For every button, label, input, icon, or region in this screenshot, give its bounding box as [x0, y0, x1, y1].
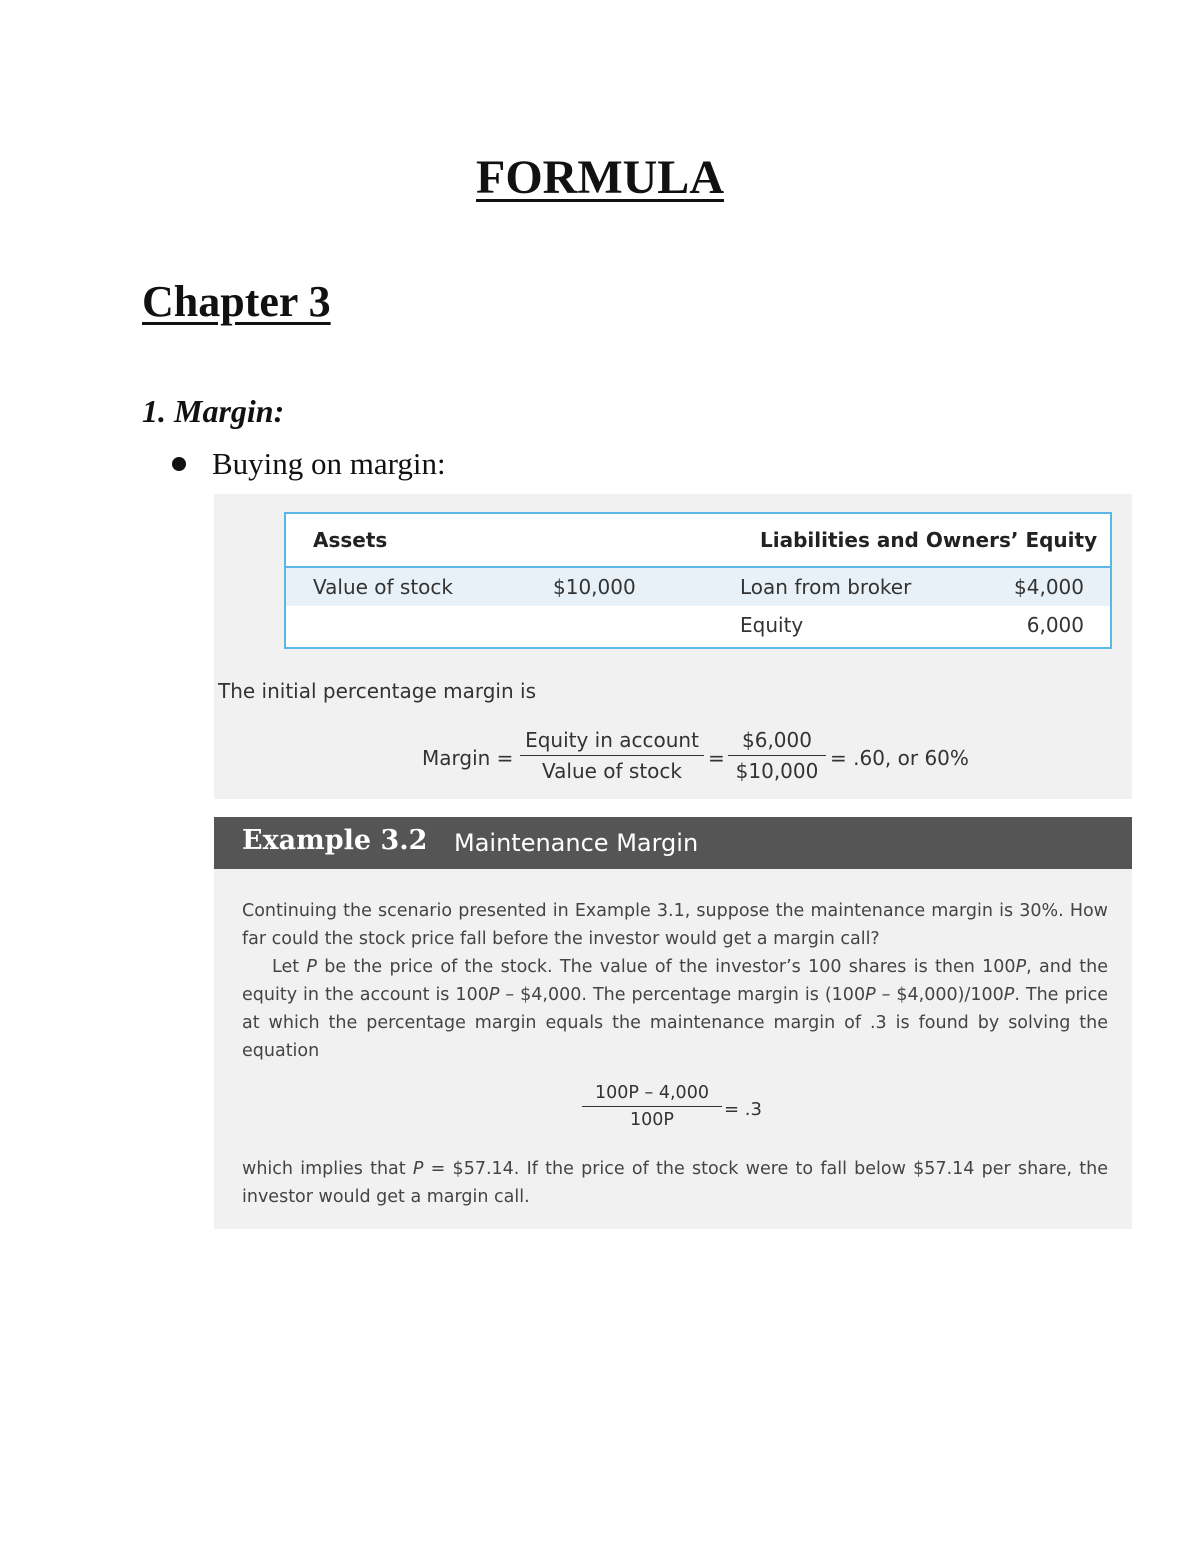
fraction-numerator: Equity in account [520, 728, 704, 756]
variable-p: P [1003, 985, 1015, 1005]
bullet-item [172, 446, 446, 482]
margin-panel [214, 494, 1132, 799]
chapter-heading: Chapter 3 [142, 277, 331, 326]
maintenance-fraction-rhs: = .3 [724, 1099, 762, 1120]
liability-value: $4,000 [1014, 575, 1084, 599]
variable-p: P [488, 985, 500, 1005]
example-paragraph-3 [242, 1155, 1108, 1211]
variable-p: P [306, 957, 317, 977]
equals-sign: = [708, 746, 725, 770]
example-paragraph-2 [242, 953, 1108, 1065]
variable-p: P [412, 1159, 424, 1179]
margin-intro-text: The initial percentage margin is [218, 679, 536, 703]
margin-result: = .60, or 60% [830, 746, 969, 770]
example-header [214, 817, 1132, 869]
fraction-denominator: $10,000 [735, 759, 819, 783]
example-title: Maintenance Margin [454, 829, 699, 857]
text-run: Let [272, 957, 307, 977]
example-number: Example 3.2 [242, 825, 428, 856]
text-run: = $57.14. If the price of the stock were to fall below $57.14 per share, the investor would get a margin call. [242, 1159, 1108, 1207]
liabilities-header: Liabilities and Owners’ Equity [760, 528, 1098, 552]
text-run: . The price at which the percentage margin equals the maintenance margin of .3 is found by solving the equation [242, 985, 1108, 1061]
asset-value: $10,000 [553, 575, 636, 599]
liability-value: 6,000 [1026, 613, 1084, 637]
fraction-numerator: 100P – 4,000 [582, 1083, 722, 1107]
example-panel [214, 869, 1132, 1229]
balance-sheet-table [284, 512, 1112, 649]
text-run: – $4,000)/100 [875, 985, 1004, 1005]
text-run: – $4,000. The percentage margin is (100 [499, 985, 866, 1005]
maintenance-fraction [582, 1083, 722, 1130]
asset-label: Value of stock [313, 575, 453, 599]
fraction-denominator: Value of stock [542, 759, 682, 783]
fraction-denominator: 100P [630, 1110, 674, 1130]
table-header-row [286, 514, 1110, 568]
fraction-numerator: $6,000 [728, 728, 826, 756]
document-title: FORMULA [476, 151, 724, 204]
text-run: which implies that [242, 1159, 413, 1179]
assets-header: Assets [313, 528, 388, 552]
text-run: be the price of the stock. The value of the investor’s 100 shares is then 100 [316, 957, 1016, 977]
variable-p: P [865, 985, 876, 1005]
variable-p: P [1015, 957, 1027, 977]
table-row [286, 606, 1110, 646]
section-heading: 1. Margin: [142, 393, 285, 429]
margin-fraction-2 [728, 728, 826, 783]
text-run: , and the equity in the account is 100 [242, 957, 1108, 1005]
margin-formula-lhs: Margin = [422, 746, 514, 770]
margin-fraction-1 [520, 728, 704, 783]
liability-label: Equity [740, 613, 804, 637]
example-paragraph-1: Continuing the scenario presented in Example 3.1, suppose the maintenance margin is 30%. How far could the stock price fall before the investor would get a margin call? [242, 901, 1108, 949]
bullet-text: Buying on margin: [212, 446, 446, 481]
table-row [286, 568, 1110, 606]
bullet-dot-icon [172, 457, 186, 471]
liability-label: Loan from broker [740, 575, 912, 599]
